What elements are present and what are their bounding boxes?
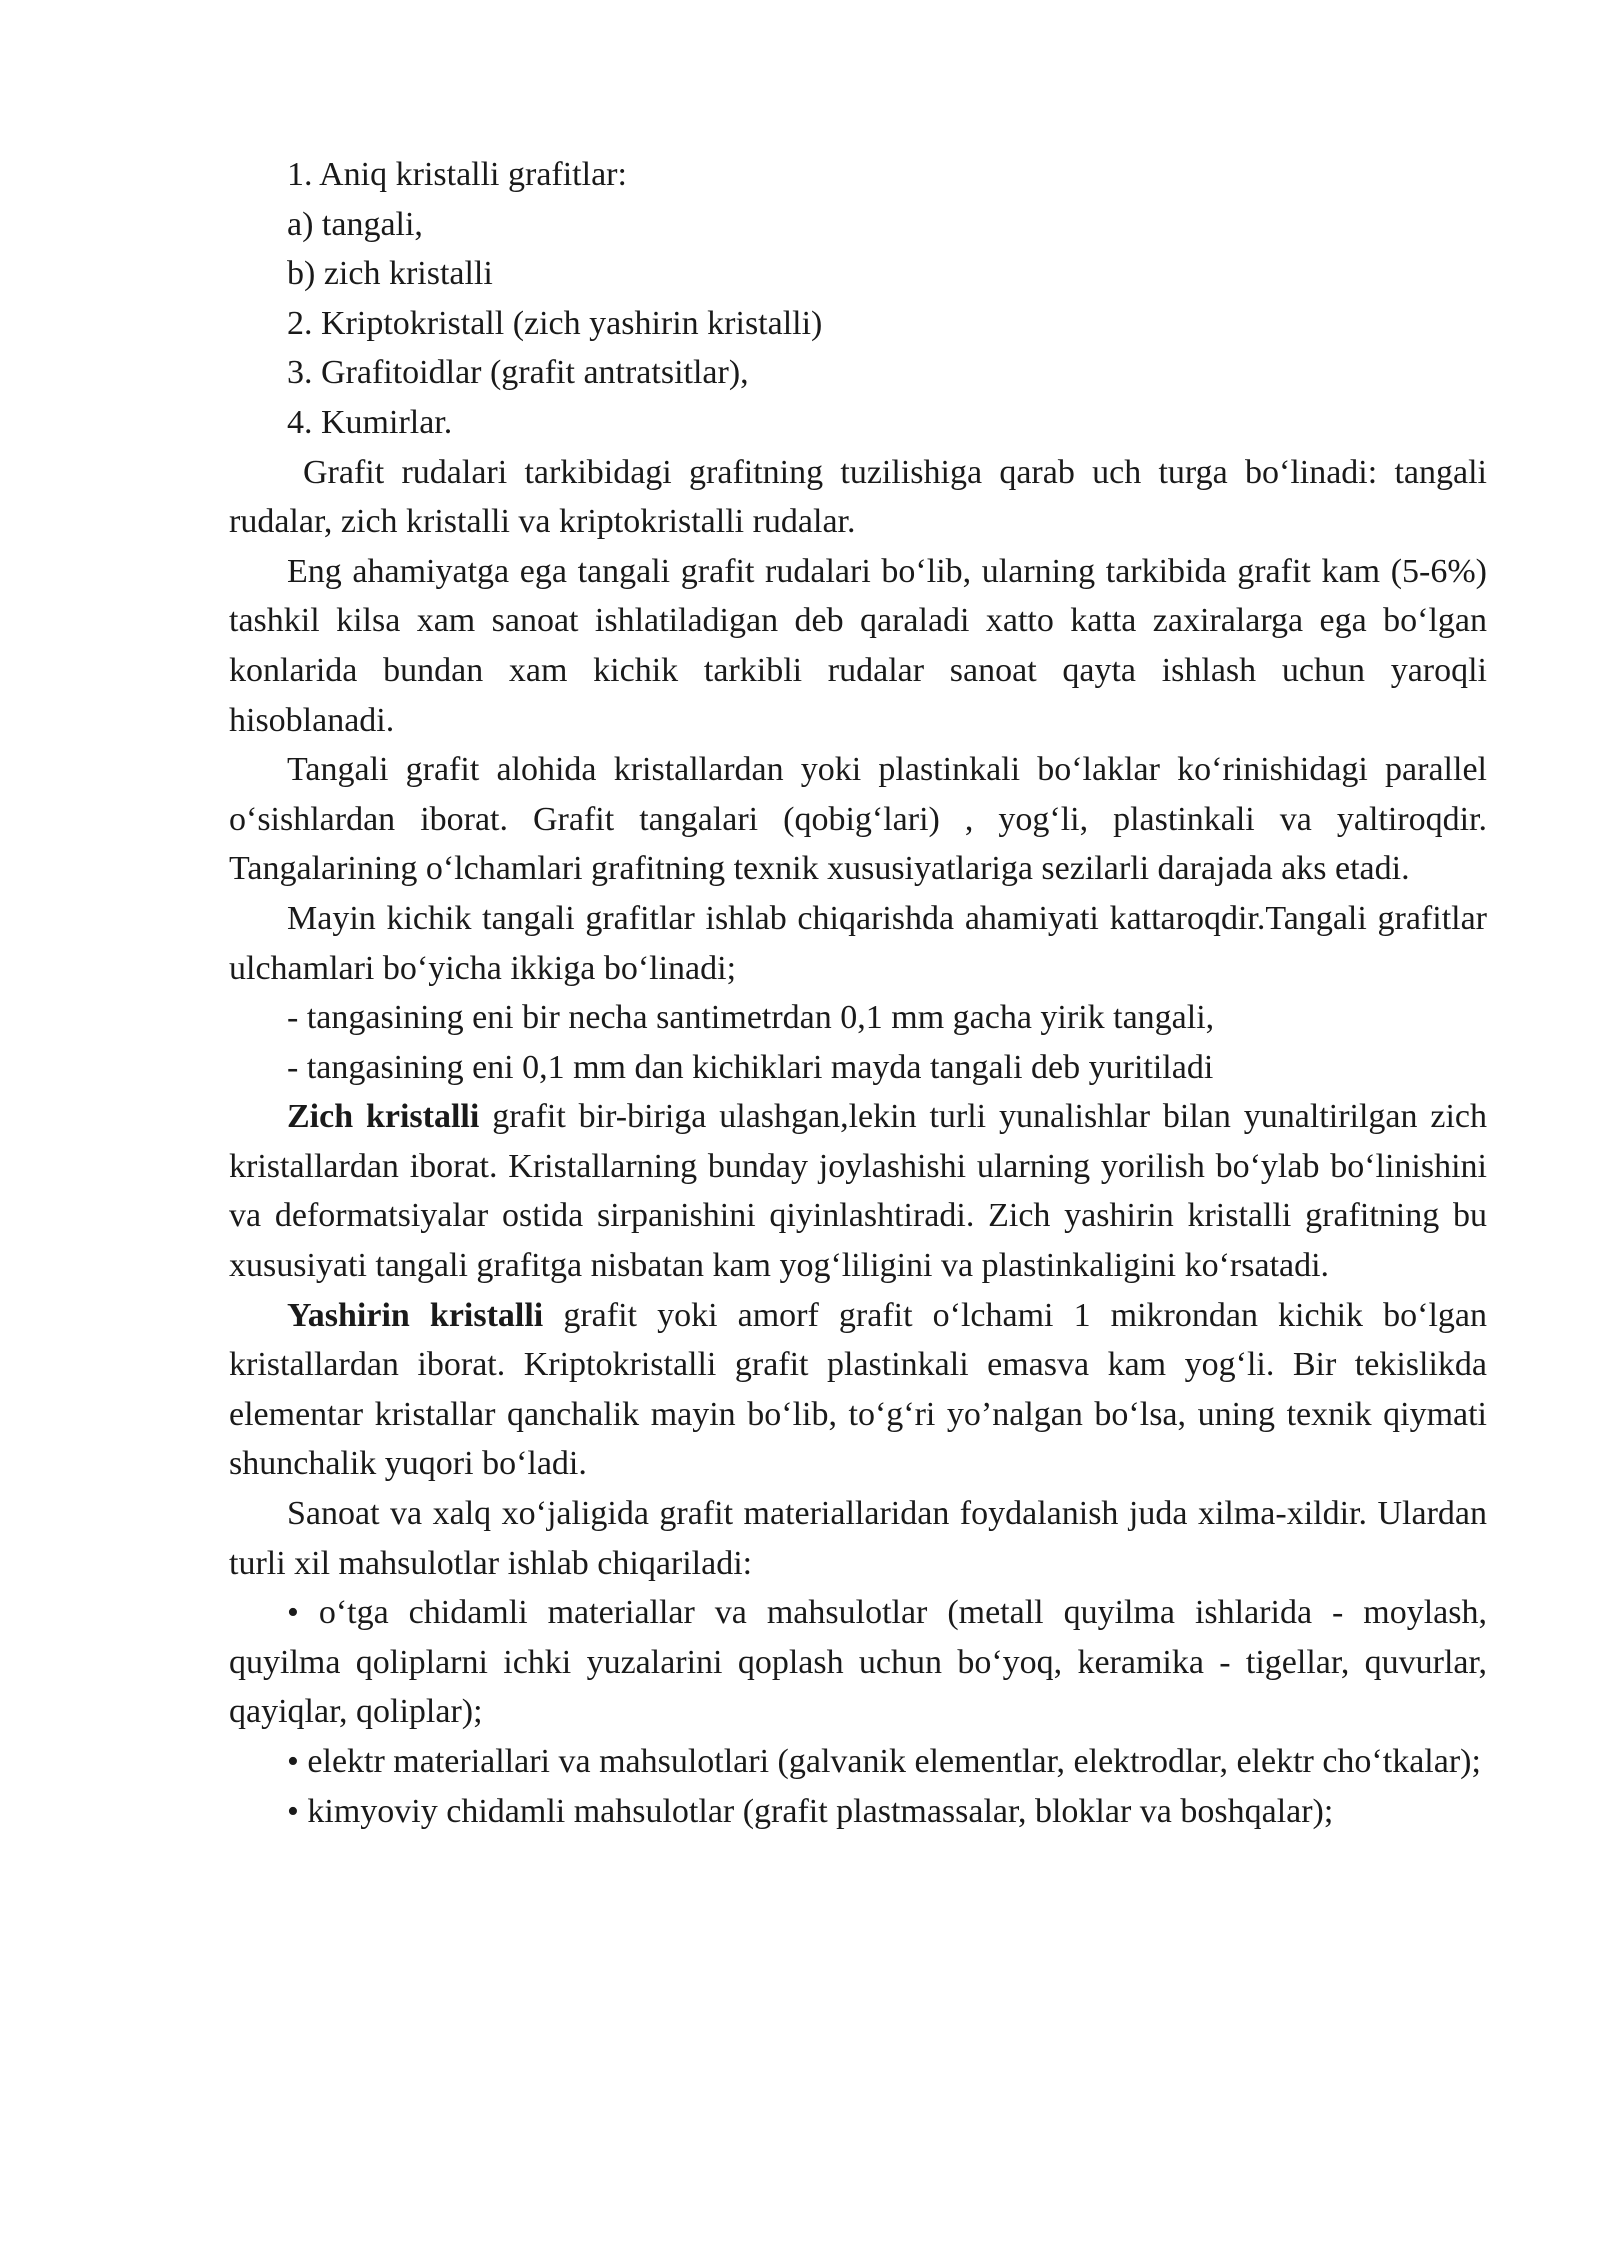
list-item: 2. Kriptokristall (zich yashirin kristalli)	[287, 304, 823, 342]
paragraph-dense-crystalline	[229, 1092, 1487, 1290]
paragraph-fine-flake: Mayin kichik tangali grafitlar ishlab chiqarishda ahamiyati kattaroqdir.Tangali grafitlar ulchamlari bo‘yicha ikkiga bo‘linadi;	[229, 899, 1487, 987]
list-item: 3. Grafitoidlar (grafit antratsitlar),	[287, 354, 749, 392]
list-item: 4. Kumirlar.	[287, 403, 453, 441]
paragraph-text: grafit yoki amorf grafit o‘lchami 1 mikrondan kichik bo‘lgan kristallardan iborat. Kriptokristalli grafit plastinkali emasva kam yog‘li. Bir tekislikda elementar kristallar qanchalik mayin bo‘lib, to‘g‘ri yo’nalgan bo‘lsa, uning texnik qiymati shunchalik yuqori bo‘ladi.	[229, 1296, 1487, 1483]
list-item: a) tangali,	[287, 205, 423, 243]
paragraph-hidden-crystalline	[229, 1291, 1487, 1489]
dash-item-large-flake: - tangasining eni bir necha santimetrdan 0,1 mm gacha yirik tangali,	[287, 999, 1215, 1037]
bullet-item: • kimyoviy chidamli mahsulotlar (grafit plastmassalar, bloklar va boshqalar);	[287, 1792, 1334, 1830]
list-item: b) zich kristalli	[287, 255, 493, 293]
paragraph-text: grafit bir-biriga ulashgan,lekin turli yunalishlar bilan yunaltirilgan zich kristallardan iborat. Kristallarning bunday joylashishi ularning yorilish bo‘ylab bo‘linishini va deformatsiyalar ostida sirpanishini qiyinlashtiradi. Zich yashirin kristalli grafitning bu xususiyati tangali grafitga nisbatan kam yog‘liligini va plastinkaligini ko‘rsatadi.	[229, 1098, 1487, 1285]
paragraph-ore-types: Grafit rudalari tarkibidagi grafitning tuzilishiga qarab uch turga bo‘linadi: tangali rudalar, zich kristalli va kriptokristalli rudalar.	[229, 453, 1487, 541]
paragraph-flake-ores: Eng ahamiyatga ega tangali grafit rudalari bo‘lib, ularning tarkibida grafit kam (5-6%) tashkil kilsa xam sanoat ishlatiladigan deb qaraladi xatto katta zaxiralarga ega bo‘lgan konlarida bundan xam kichik tarkibli rudalar sanoat qayta ishlash uchun yaroqli hisoblanadi.	[229, 552, 1487, 739]
document-body	[229, 150, 1487, 1836]
paragraph-flake-graphite: Tangali grafit alohida kristallardan yoki plastinkali bo‘laklar ko‘rinishidagi parallel o‘sishlardan iborat. Grafit tangalari (qobig‘lari) , yog‘li, plastinkali va yaltiroqdir. Tangalarining o‘lchamlari grafitning texnik xususiyatlariga sezilarli darajada aks etadi.	[229, 751, 1487, 888]
list-item: 1. Aniq kristalli grafitlar:	[287, 156, 627, 193]
paragraph-industry-uses: Sanoat va xalq xo‘jaligida grafit materiallaridan foydalanish juda xilma-xildir. Ulardan turli xil mahsulotlar ishlab chiqariladi:	[229, 1495, 1487, 1582]
bullet-item: • o‘tga chidamli materiallar va mahsulotlar (metall quyilma ishlarida - moylash, quyilma qoliplarni ichki yuzalarini qoplash uchun bo‘yoq, keramika - tigellar, quvurlar, qayiqlar, qoliplar);	[229, 1594, 1487, 1731]
term-hidden-crystalline: Yashirin kristalli	[287, 1296, 544, 1334]
term-dense-crystalline: Zich kristalli	[287, 1098, 480, 1136]
dash-item-small-flake: - tangasining eni 0,1 mm dan kichiklari mayda tangali deb yuritiladi	[287, 1048, 1214, 1086]
bullet-item: • elektr materiallari va mahsulotlari (galvanik elementlar, elektrodlar, elektr cho‘tkalar);	[287, 1743, 1481, 1780]
